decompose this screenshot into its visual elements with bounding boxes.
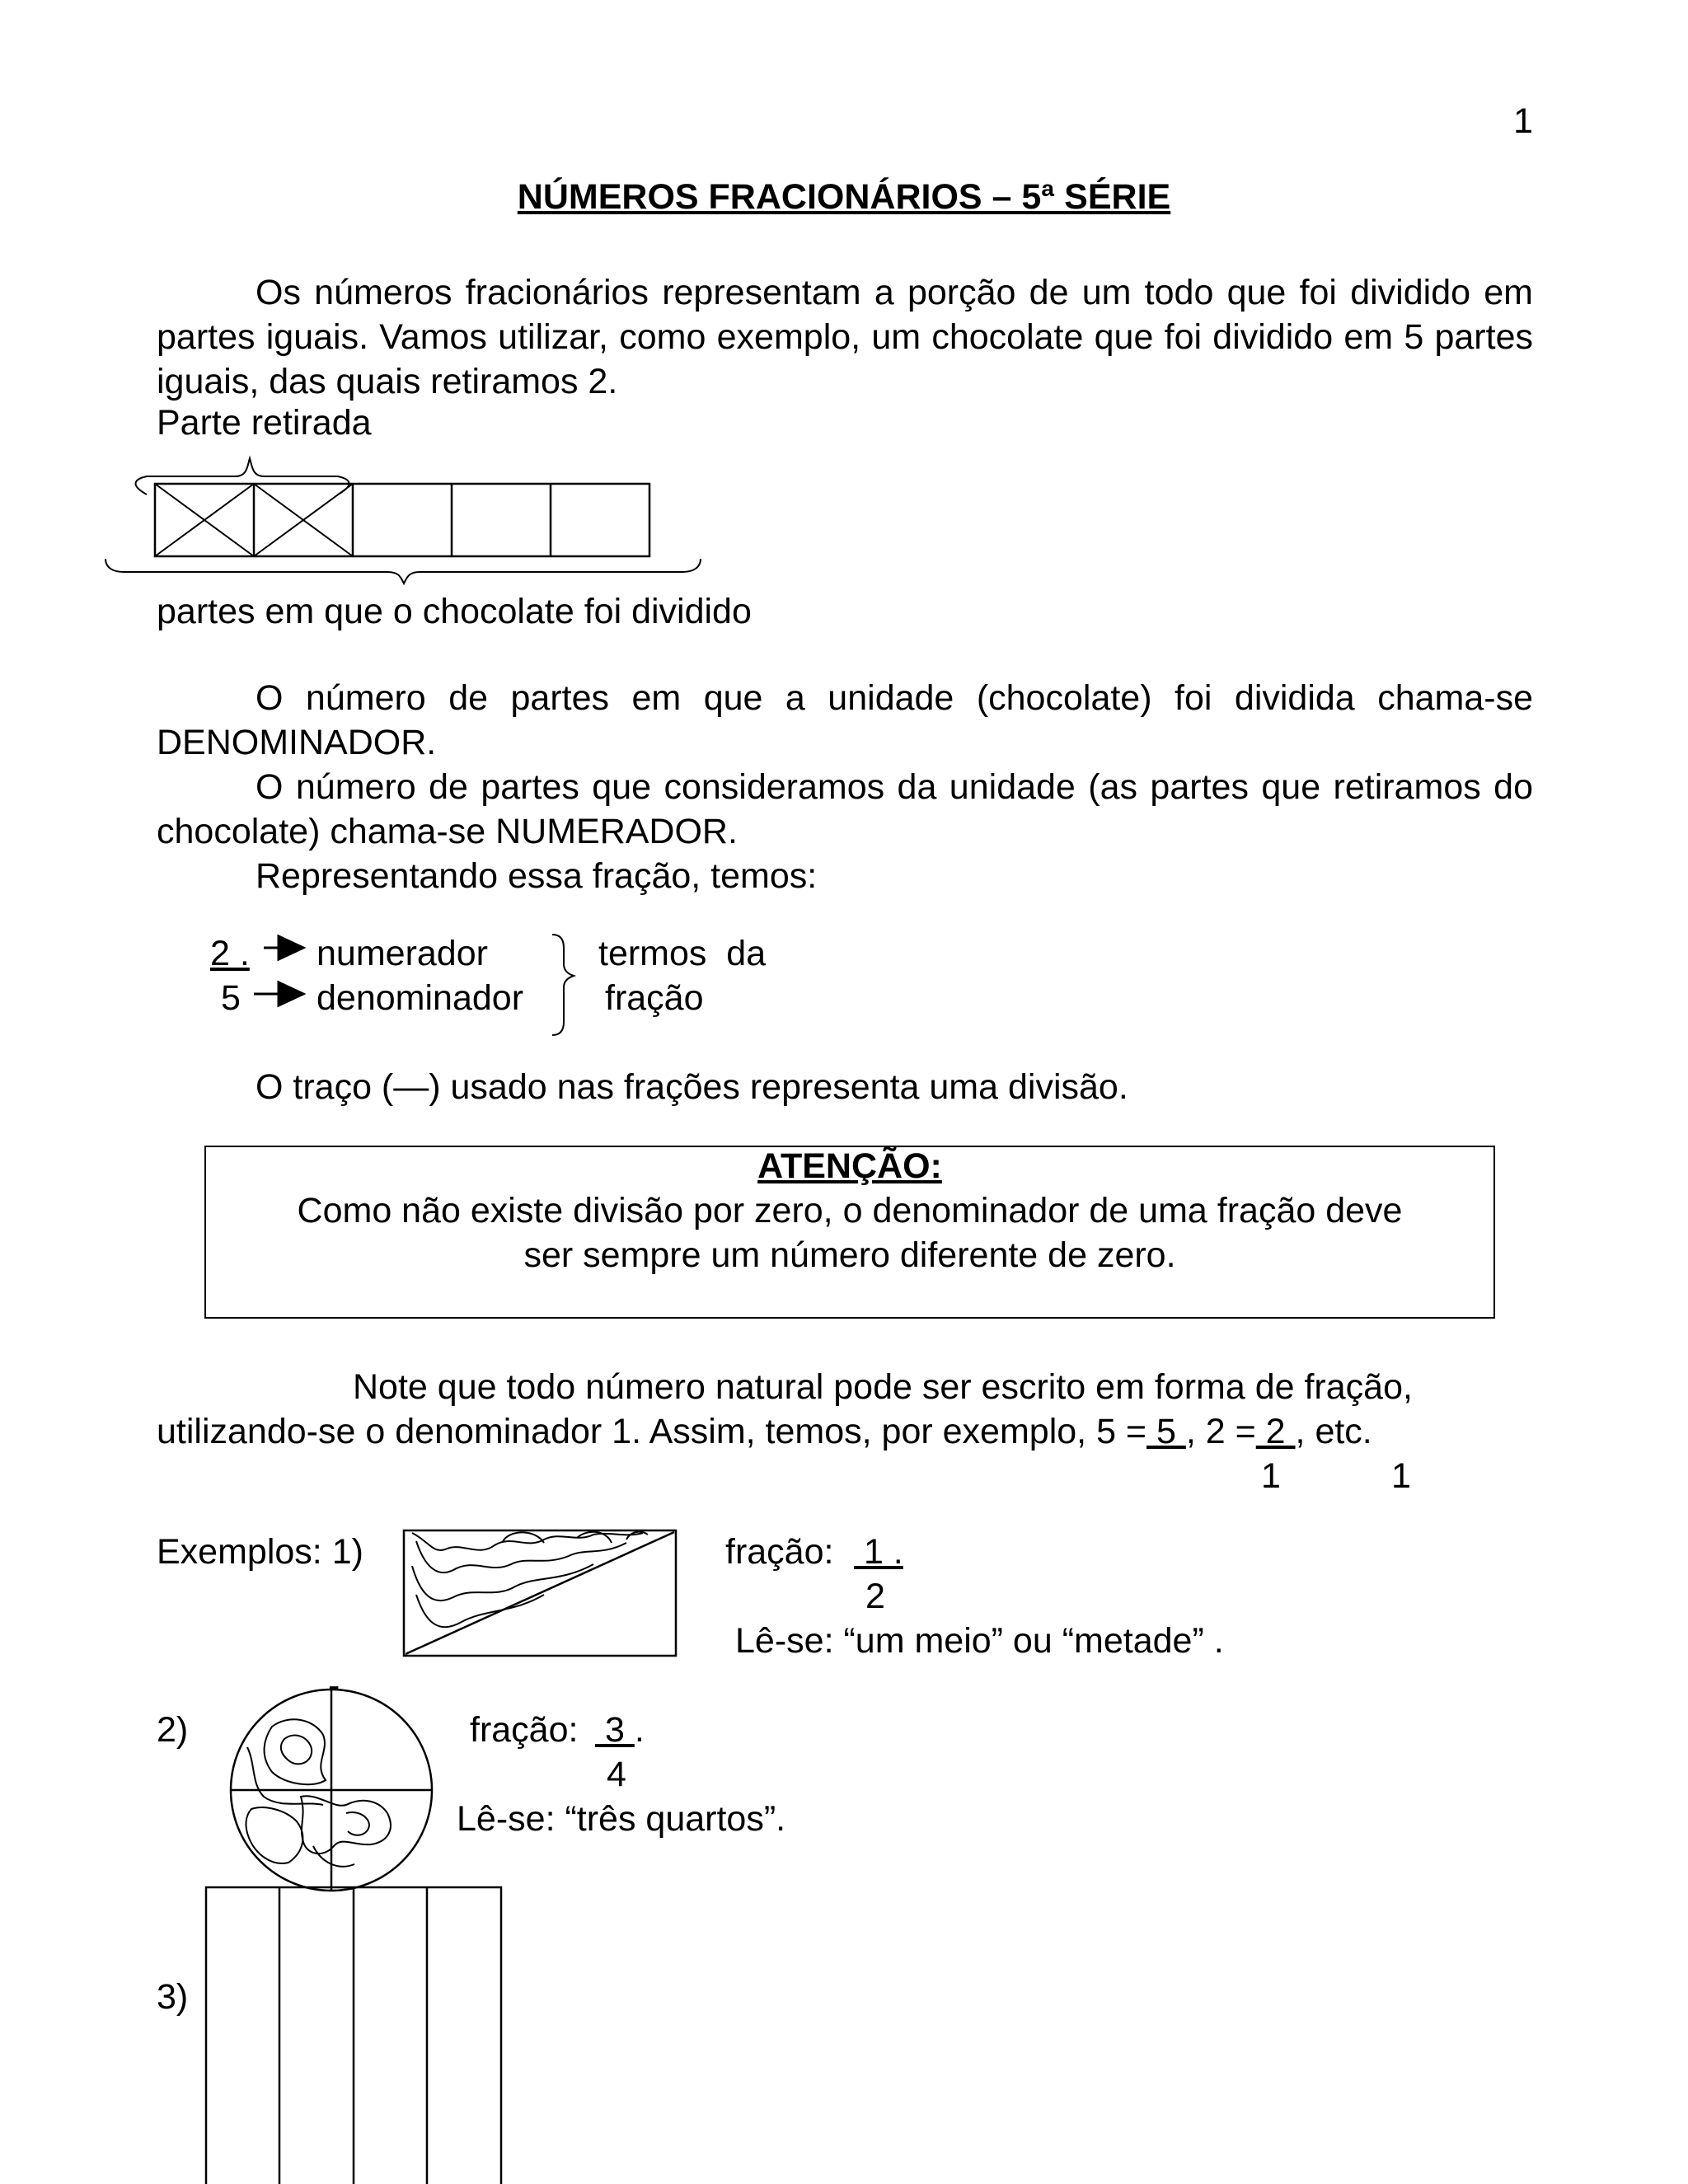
divided-parts-label: partes em que o chocolate foi dividido bbox=[157, 592, 752, 631]
representing-text: Representando essa fração, temos: bbox=[256, 856, 818, 896]
example-1-denominator: 2 bbox=[865, 1577, 885, 1616]
numerator-value: 2 . bbox=[210, 934, 250, 973]
example-2-numerator-suffix: . bbox=[634, 1710, 645, 1750]
natural-number-prefix: utilizando-se o denominador 1. Assim, temos, por exemplo, 5 = bbox=[157, 1412, 1147, 1451]
natural-suffix: , etc. bbox=[1295, 1412, 1372, 1451]
attention-line-1: Como não existe divisão por zero, o denominador de uma fração deve bbox=[297, 1191, 1403, 1230]
natural-example-2-numerator: 2 bbox=[1255, 1412, 1296, 1451]
example-2-denominator: 4 bbox=[607, 1755, 626, 1794]
denominator-definition: O número de partes em que a unidade (chocolate) foi dividida chama-se DENOMINADOR. bbox=[157, 678, 1533, 762]
example-2-fraction-label: fração: bbox=[470, 1710, 579, 1750]
natural-example-1-denominator: 1 bbox=[1261, 1456, 1281, 1496]
example-2-marker: 2) bbox=[157, 1710, 189, 1750]
natural-separator: , 2 = bbox=[1185, 1412, 1256, 1451]
removed-part-label: Parte retirada bbox=[157, 403, 372, 443]
page-title: NÚMEROS FRACIONÁRIOS – 5ª SÉRIE bbox=[517, 177, 1171, 217]
example-1-reading: Lê-se: “um meio” ou “metade” . bbox=[735, 1621, 1224, 1661]
intro-paragraph: Os números fracionários representam a porção de um todo que foi dividido em partes iguais. Vamos utilizar, como exemplo, um chocolate que foi dividido em 5 partes iguais, das quais retiramos 2. bbox=[157, 273, 1533, 401]
example-2-reading: Lê-se: “três quartos”. bbox=[457, 1799, 786, 1839]
attention-title: ATENÇÃO: bbox=[757, 1146, 942, 1186]
examples-label: Exemplos: 1) bbox=[157, 1532, 363, 1572]
natural-number-line-1: Note que todo número natural pode ser escrito em forma de fração, bbox=[353, 1367, 1413, 1407]
attention-line-2: ser sempre um número diferente de zero. bbox=[523, 1235, 1176, 1275]
terms-label: termos da bbox=[598, 934, 767, 973]
dash-explanation: O traço (—) usado nas frações representa uma divisão. bbox=[256, 1067, 1128, 1107]
denominator-value: 5 bbox=[221, 978, 241, 1018]
example-1-numerator: 1 . bbox=[854, 1532, 903, 1572]
numerator-label: numerador bbox=[316, 934, 488, 973]
page-number: 1 bbox=[1513, 101, 1533, 141]
natural-example-2-denominator: 1 bbox=[1391, 1456, 1411, 1496]
example-2-numerator: 3 bbox=[595, 1710, 635, 1750]
denominator-label: denominador bbox=[316, 978, 524, 1018]
example-1-fraction-label: fração: bbox=[725, 1532, 834, 1572]
example-3-marker: 3) bbox=[157, 1977, 189, 2017]
natural-example-1-numerator: 5 bbox=[1146, 1412, 1186, 1451]
example-2-top-mark: - bbox=[328, 1666, 340, 1705]
fraction-label: fração bbox=[605, 978, 704, 1018]
numerator-definition: O número de partes que consideramos da unidade (as partes que retiramos do chocolate) chama-se NUMERADOR. bbox=[157, 767, 1533, 851]
